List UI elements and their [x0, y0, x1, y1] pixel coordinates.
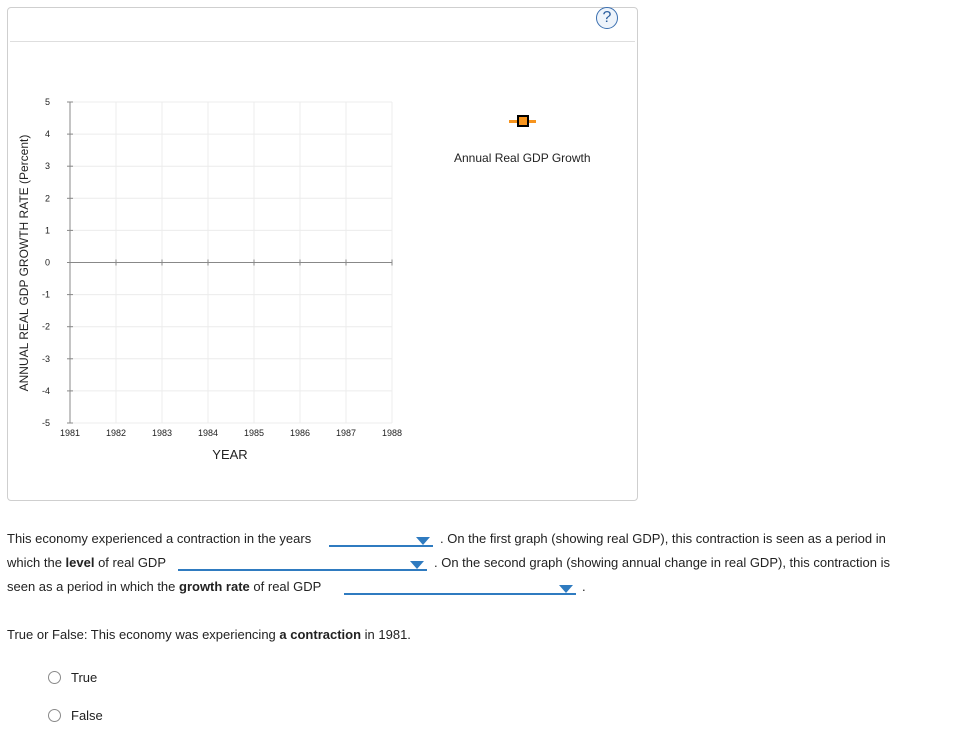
tf-prompt-a: True or False: This economy was experiencing — [7, 627, 280, 642]
gdp-growth-chart[interactable] — [0, 0, 640, 500]
x-tick-label: 1981 — [59, 428, 81, 438]
x-tick-label: 1982 — [105, 428, 127, 438]
dropdown-arrow-icon — [416, 537, 430, 545]
question-line-3-end — [582, 579, 586, 594]
question-bold-level: level — [65, 555, 95, 570]
true-radio-label[interactable]: True — [71, 670, 98, 685]
gdp-level-dropdown[interactable] — [178, 561, 427, 571]
legend-series-marker-icon[interactable] — [509, 115, 536, 127]
x-tick-label: 1987 — [335, 428, 357, 438]
question-text-2a: which the — [7, 555, 66, 570]
growth-rate-dropdown[interactable] — [344, 585, 576, 595]
y-tick-label: 2 — [44, 193, 50, 204]
y-tick-label: 5 — [44, 97, 50, 107]
question-text-2c: . On the second graph (showing annual change in real GDP), this contraction is — [434, 555, 890, 570]
question-line-1 — [7, 531, 311, 546]
question-text-2b: of real GDP — [94, 555, 166, 570]
help-icon[interactable]: ? — [596, 7, 618, 29]
question-bold-growth-rate: growth rate — [179, 579, 250, 594]
question-line-3 — [7, 579, 321, 594]
false-radio[interactable] — [48, 709, 61, 722]
question-line-2-end — [434, 555, 890, 570]
y-tick-label: 1 — [44, 225, 50, 236]
y-tick-label: -5 — [41, 418, 50, 428]
tf-prompt-bold: a contraction — [279, 627, 362, 642]
question-line-2 — [7, 555, 166, 570]
question-text-3c: . — [582, 579, 586, 594]
true-false-prompt — [7, 627, 411, 642]
x-tick-label: 1988 — [381, 428, 403, 438]
x-axis-label: YEAR — [212, 447, 248, 462]
y-tick-label: 4 — [44, 129, 50, 140]
x-tick-label: 1985 — [243, 428, 265, 438]
tf-prompt-b: in 1981. — [361, 627, 411, 642]
x-tick-label: 1983 — [151, 428, 173, 438]
question-text-1b: . On the first graph (showing real GDP), this contraction is seen as a period in — [440, 531, 886, 546]
question-text-3b: of real GDP — [249, 579, 322, 594]
y-axis-label: ANNUAL REAL GDP GROWTH RATE (Percent) — [17, 134, 31, 392]
y-tick-label: -3 — [41, 353, 50, 364]
true-radio[interactable] — [48, 671, 61, 684]
y-tick-label: -2 — [41, 321, 50, 332]
false-radio-label[interactable]: False — [71, 708, 103, 723]
legend-series-label: Annual Real GDP Growth — [454, 151, 591, 165]
y-tick-label: -1 — [41, 289, 50, 300]
y-tick-label: -4 — [41, 385, 50, 396]
y-tick-label: 3 — [44, 161, 50, 172]
question-line-1-end — [440, 531, 886, 546]
x-tick-label: 1986 — [289, 428, 311, 438]
dropdown-arrow-icon — [410, 561, 424, 569]
question-text-1a: This economy experienced a contraction in the years — [7, 531, 312, 546]
contraction-years-dropdown[interactable] — [329, 537, 433, 547]
x-tick-label: 1984 — [197, 428, 219, 438]
dropdown-arrow-icon — [559, 585, 573, 593]
question-text-3a: seen as a period in which the — [7, 579, 179, 594]
y-tick-label: 0 — [44, 257, 50, 268]
